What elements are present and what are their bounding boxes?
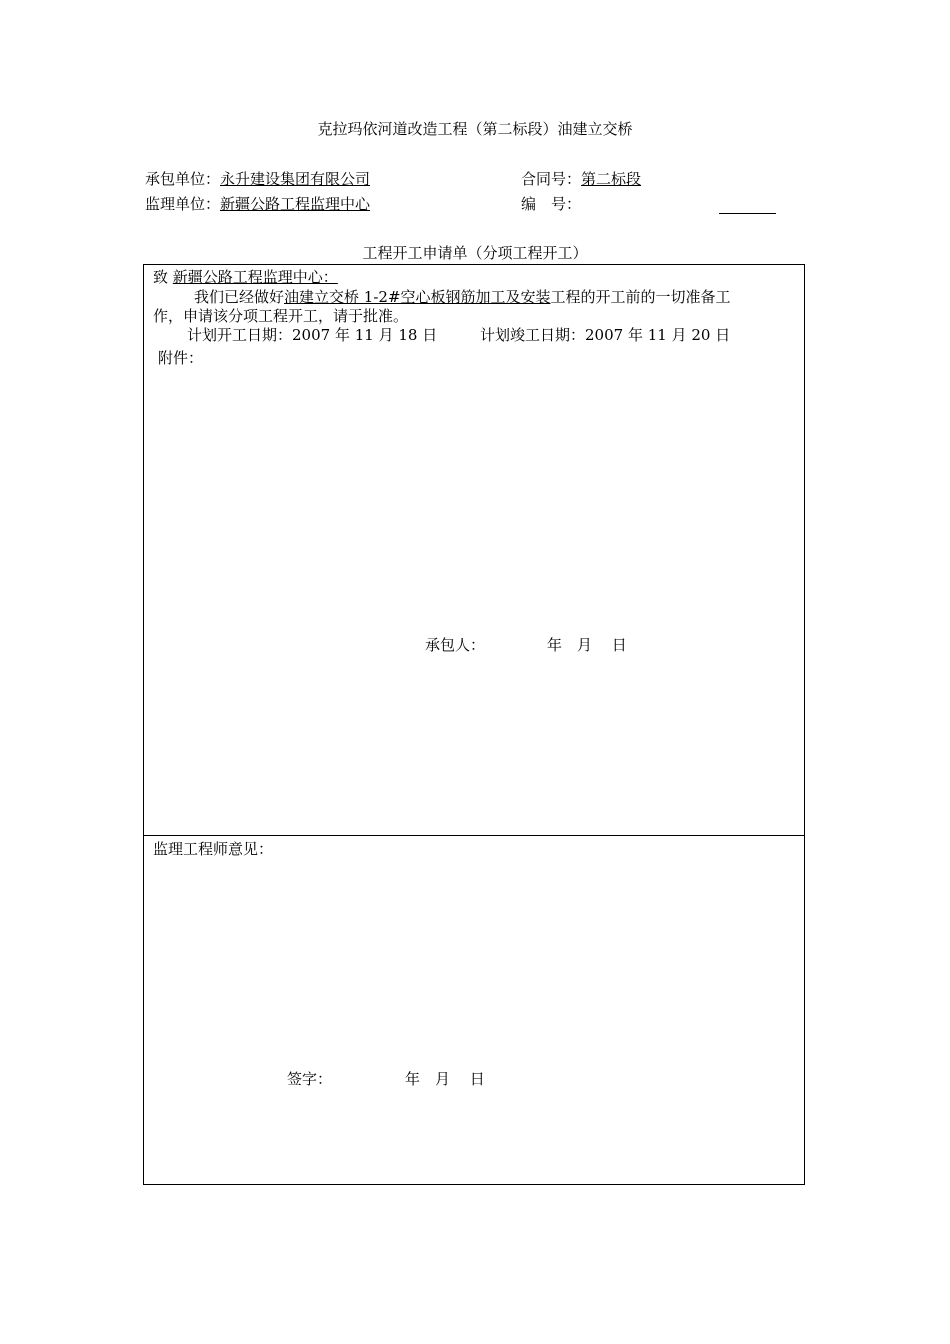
application-prefix: 我们已经做好 <box>194 288 285 306</box>
contractor-sign-date: 年 月 日 <box>547 636 627 654</box>
attachment-label: 附件： <box>158 349 204 367</box>
contractor-label: 承包单位： <box>145 170 221 188</box>
application-line-1 <box>194 288 731 306</box>
form-box <box>143 264 805 1185</box>
supervisor-row <box>145 195 370 213</box>
serial-underline <box>719 213 776 214</box>
engineer-opinion-label: 监理工程师意见： <box>153 840 274 858</box>
addressee-row <box>153 268 338 286</box>
addressee-label: 致 <box>153 268 169 286</box>
planned-end-date: 计划竣工日期：2007 年 11 月 20 日 <box>480 326 731 344</box>
contract-no-label: 合同号： <box>521 170 582 188</box>
contract-no-row <box>521 170 641 188</box>
engineer-sign-date: 年 月 日 <box>405 1070 485 1088</box>
serial-label: 编 号： <box>521 195 582 213</box>
addressee-value: 新疆公路工程监理中心： <box>172 268 338 286</box>
section-divider <box>143 835 805 836</box>
supervisor-value: 新疆公路工程监理中心 <box>220 195 371 213</box>
application-line-2: 作，申请该分项工程开工，请于批准。 <box>153 307 409 325</box>
supervisor-label: 监理单位： <box>145 195 221 213</box>
contractor-signature-label: 承包人： <box>425 636 486 654</box>
contractor-value: 永升建设集团有限公司 <box>220 170 371 188</box>
contract-no-value: 第二标段 <box>581 170 642 188</box>
contractor-row <box>145 170 370 188</box>
form-title: 工程开工申请单（分项工程开工） <box>362 244 588 262</box>
application-suffix: 工程的开工前的一切准备工 <box>550 288 731 306</box>
document-title: 克拉玛依河道改造工程（第二标段）油建立交桥 <box>317 120 633 138</box>
planned-start-date: 计划开工日期：2007 年 11 月 18 日 <box>187 326 438 344</box>
work-item: 油建立交桥 1-2#空心板钢筋加工及安装 <box>284 288 551 306</box>
engineer-signature-label: 签字： <box>287 1070 333 1088</box>
